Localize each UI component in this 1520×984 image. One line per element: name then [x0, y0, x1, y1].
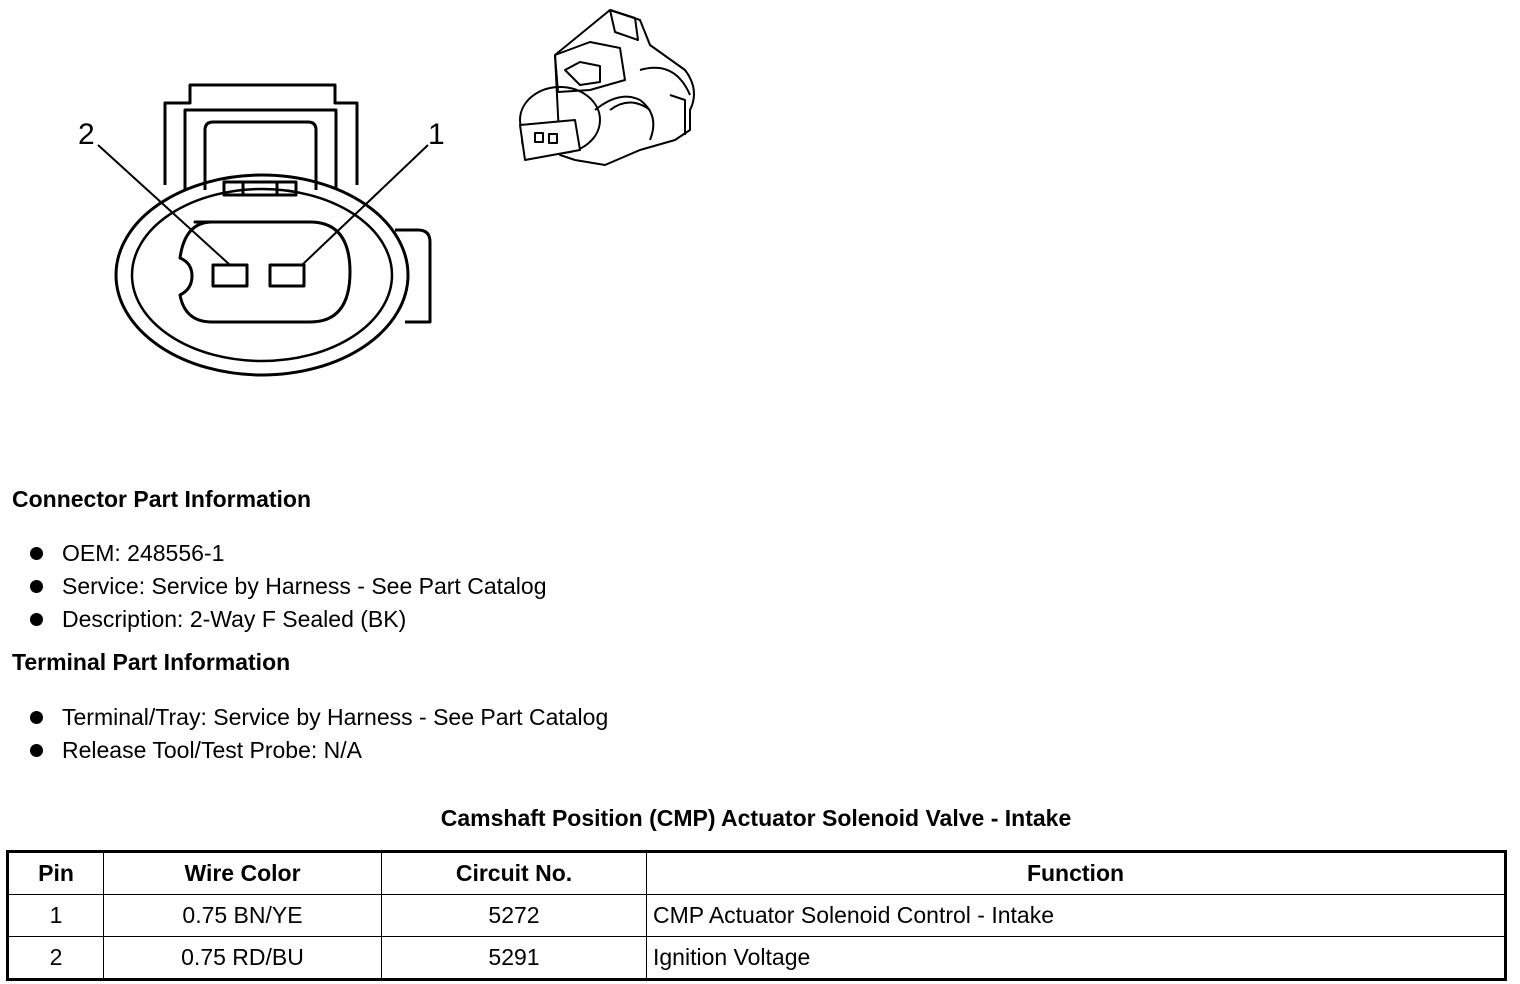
list-item: Service: Service by Harness - See Part Catalog [30, 570, 546, 603]
pinout-table [6, 850, 1507, 981]
terminal-part-info-heading: Terminal Part Information [12, 649, 291, 675]
latch-outer [165, 85, 357, 185]
connector-part-info-heading: Connector Part Information [12, 486, 312, 512]
cell-wire-color: 0.75 RD/BU [104, 937, 382, 980]
header-function: Function [647, 852, 1506, 895]
cell-function: CMP Actuator Solenoid Control - Intake [647, 895, 1506, 937]
list-item: Release Tool/Test Probe: N/A [30, 734, 608, 767]
table-row [8, 937, 1506, 980]
header-circuit-no: Circuit No. [382, 852, 647, 895]
cell-pin: 2 [8, 937, 104, 980]
list-item: Terminal/Tray: Service by Harness - See Part Catalog [30, 701, 608, 734]
connector-diagram [0, 0, 720, 390]
header-wire-color: Wire Color [104, 852, 382, 895]
header-pin: Pin [8, 852, 104, 895]
pin-1-label: 1 [428, 118, 445, 151]
cell-pin: 1 [8, 895, 104, 937]
list-item: OEM: 248556-1 [30, 537, 546, 570]
terminal-1 [270, 265, 304, 286]
pin-2-label: 2 [78, 118, 95, 151]
list-item: Description: 2-Way F Sealed (BK) [30, 603, 546, 636]
cell-circuit-no: 5272 [382, 895, 647, 937]
connector-face-view [98, 85, 430, 375]
connector-3d-view [520, 10, 694, 165]
terminal-cavity [180, 222, 350, 322]
table-row [8, 895, 1506, 937]
cell-wire-color: 0.75 BN/YE [104, 895, 382, 937]
table-title: Camshaft Position (CMP) Actuator Solenoid Valve - Intake [440, 805, 1072, 831]
terminal-part-info-list [30, 701, 608, 767]
table-header-row [8, 852, 1506, 895]
terminal-2 [213, 265, 247, 286]
cell-function: Ignition Voltage [647, 937, 1506, 980]
cell-circuit-no: 5291 [382, 937, 647, 980]
leader-line-pin-1 [302, 145, 428, 265]
connector-part-info-list [30, 537, 546, 636]
connector-inner-shell [132, 189, 392, 361]
